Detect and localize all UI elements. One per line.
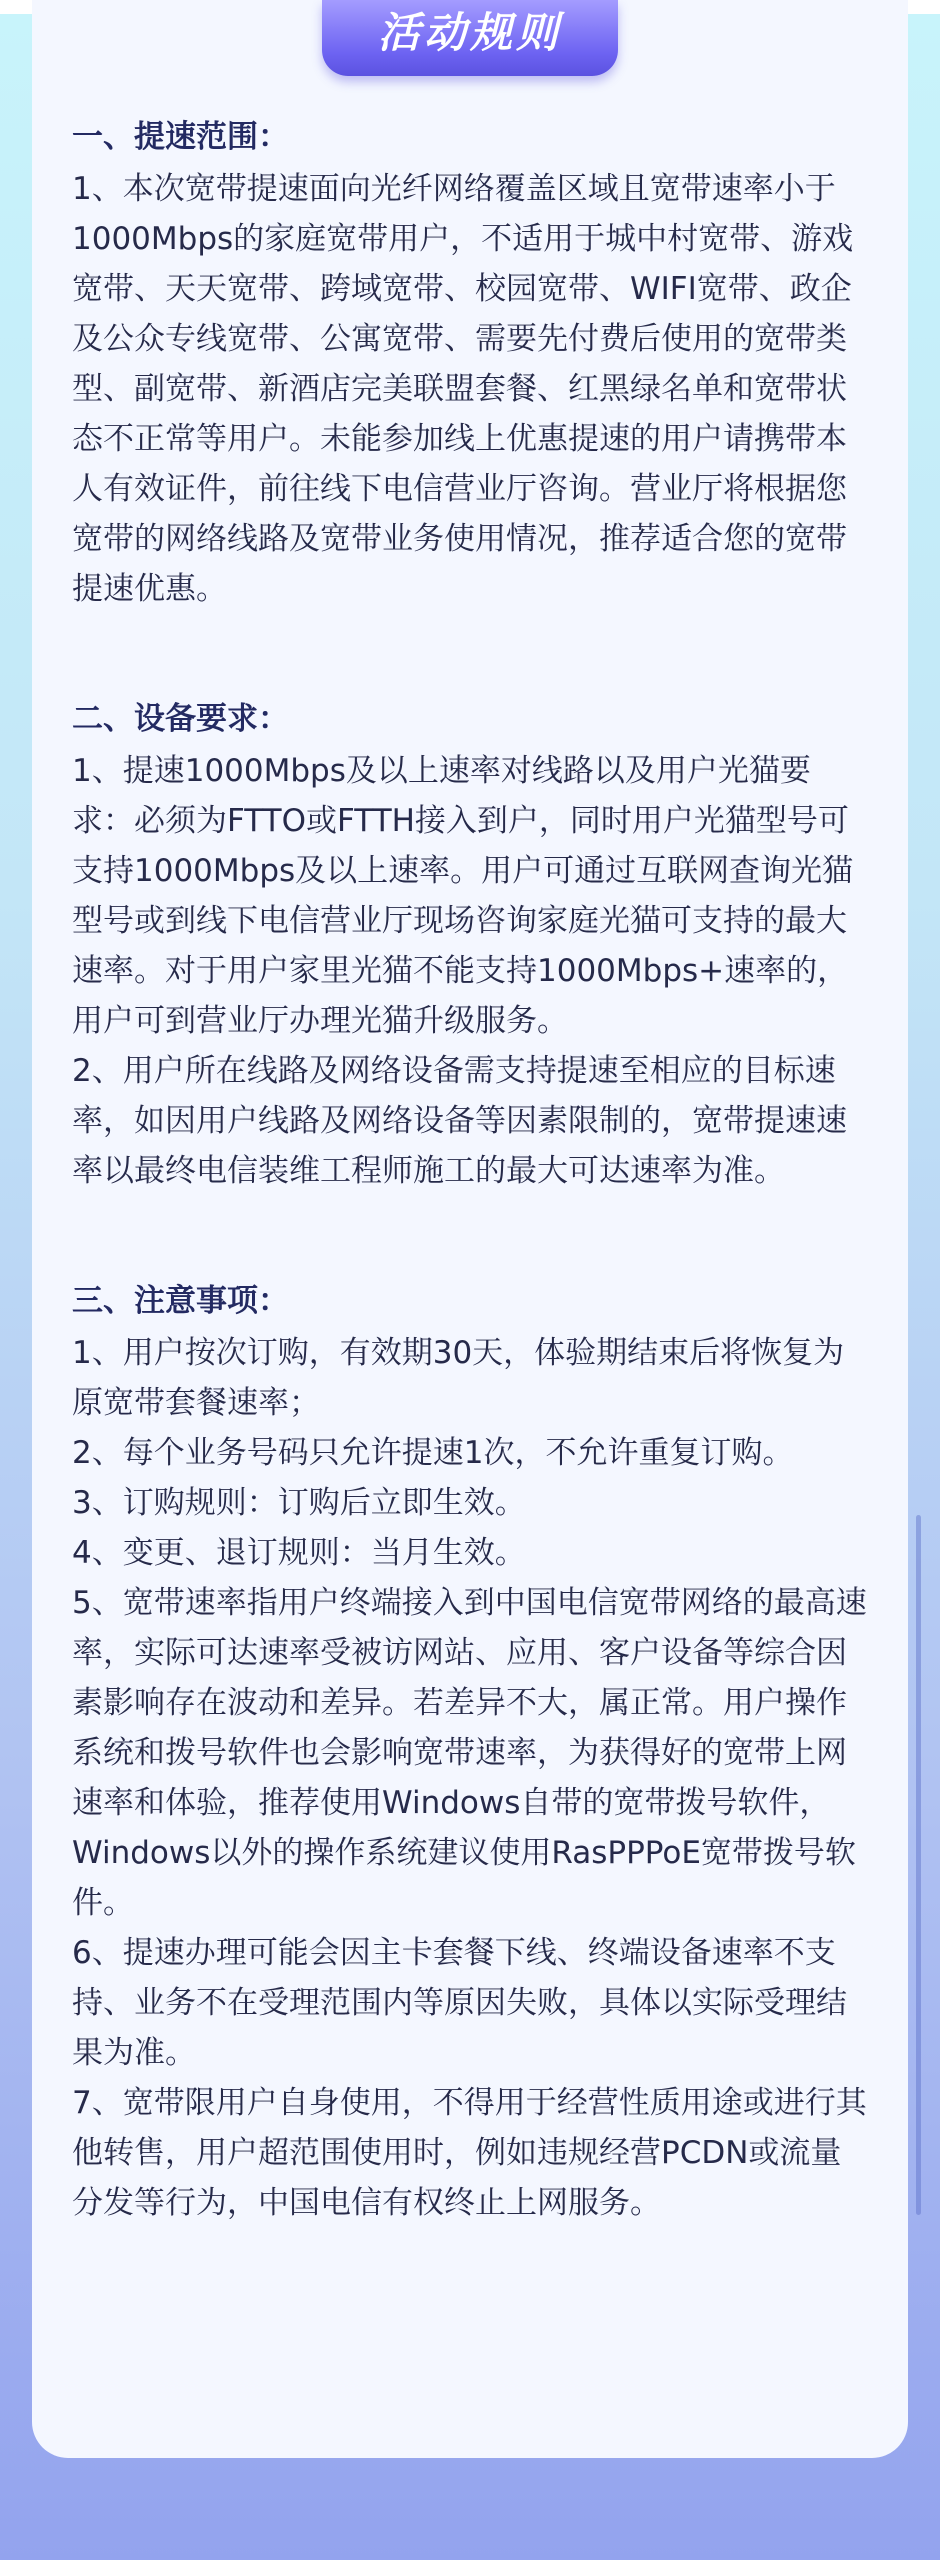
paragraph: 1、提速1000Mbps及以上速率对线路以及用户光猫要求：必须为FTTO或FTTH接入到户，同时用户光猫型号可支持1000Mbps及以上速率。用户可通过互联网查询光猫型号或到线下电信营业厅现场咨询家庭光猫可支持的最大速率。对于用户家里光猫不能支持1000Mbps+速率的，用户可到营业厅办理光猫升级服务。: [72, 753, 854, 1039]
paragraph: 6、提速办理可能会因主卡套餐下线、终端设备速率不支持、业务不在受理范围内等原因失败，具体以实际受理结果为准。: [72, 1935, 847, 2071]
page-title: 活动规则: [377, 8, 562, 57]
paragraph: 2、每个业务号码只允许提速1次，不允许重复订购。: [72, 1435, 794, 1471]
paragraph: 5、宽带速率指用户终端接入到中国电信宽带网络的最高速率，实际可达速率受被访网站、应用、客户设备等综合因素影响存在波动和差异。若差异不大，属正常。用户操作系统和拨号软件也会影响宽带速率，为获得好的宽带上网速率和体验，推荐使用Windows自带的宽带拨号软件，Windows以外的操作系统建议使用RasPPPoE宽带拨号软件。: [72, 1585, 867, 1921]
section-speedup-scope: [72, 112, 868, 614]
paragraph: 3、订购规则：订购后立即生效。: [72, 1485, 526, 1521]
paragraph: 1、用户按次订购，有效期30天，体验期结束后将恢复为原宽带套餐速率；: [72, 1335, 845, 1421]
section-notes: [72, 1276, 868, 2228]
paragraph: 4、变更、退订规则：当月生效。: [72, 1535, 526, 1571]
section-heading: 三、注意事项：: [72, 1283, 289, 1319]
section-heading: 二、设备要求：: [72, 701, 289, 737]
rules-card: [32, 0, 908, 2458]
scrollbar[interactable]: [916, 1515, 921, 2215]
paragraph: 7、宽带限用户自身使用，不得用于经营性质用途或进行其他转售，用户超范围使用时，例如违规经营PCDN或流量分发等行为，中国电信有权终止上网服务。: [72, 2085, 867, 2221]
section-heading: 一、提速范围：: [72, 119, 289, 155]
title-badge: [322, 0, 618, 76]
section-device-requirements: [72, 694, 868, 1196]
paragraph: 1、本次宽带提速面向光纤网络覆盖区域且宽带速率小于1000Mbps的家庭宽带用户，不适用于城中村宽带、游戏宽带、天天宽带、跨域宽带、校园宽带、WIFI宽带、政企及公众专线宽带、公寓宽带、需要先付费后使用的宽带类型、副宽带、新酒店完美联盟套餐、红黑绿名单和宽带状态不正常等用户。未能参加线上优惠提速的用户请携带本人有效证件，前往线下电信营业厅咨询。营业厅将根据您宽带的网络线路及宽带业务使用情况，推荐适合您的宽带提速优惠。: [72, 171, 854, 607]
paragraph: 2、用户所在线路及网络设备需支持提速至相应的目标速率，如因用户线路及网络设备等因素限制的，宽带提速速率以最终电信装维工程师施工的最大可达速率为准。: [72, 1053, 847, 1189]
